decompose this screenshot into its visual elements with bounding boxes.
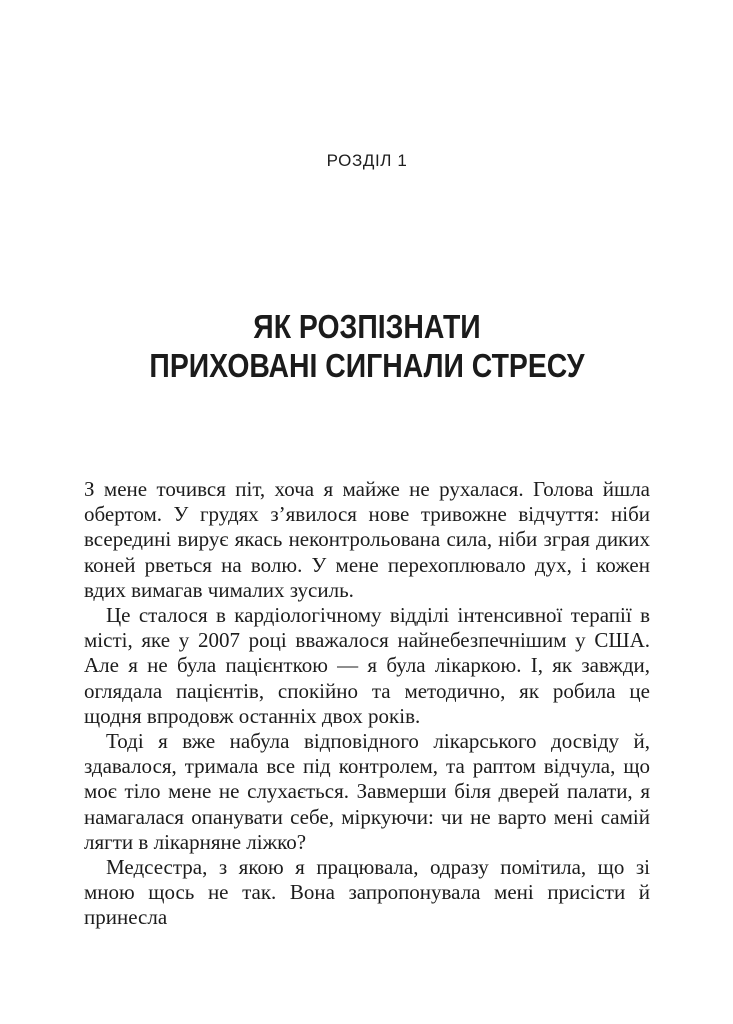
chapter-title-line-2: ПРИХОВАНІ СИГНАЛИ СТРЕСУ xyxy=(149,347,585,384)
body-text-block xyxy=(84,477,650,931)
body-paragraph: Тоді я вже набула відповідного лікарського досвіду й, здавалося, тримала все під контролем, та раптом відчула, що моє тіло мене не слухається. Завмерши біля дверей палати, я намагалася опанувати себе, міркуючи: чи не варто мені самій лягти в лікарняне ліжко? xyxy=(84,729,650,854)
body-paragraph: Медсестра, з якою я працювала, одразу помітила, що зі мною щось не так. Вона запропонувала мені присісти й принесла xyxy=(84,855,650,930)
body-paragraph: З мене точився піт, хоча я майже не рухалася. Голова йшла обертом. У грудях з’явилося нове тривожне відчуття: ніби всередині вирує якась неконтрольована сила, ніби зграя диких коней рветься на волю. У мене перехоплювало дух, і кожен вдих вимагав чималих зусиль. xyxy=(84,477,650,602)
chapter-title-line-1: ЯК РОЗПІЗНАТИ xyxy=(253,308,481,345)
chapter-number-label: РОЗДІЛ 1 xyxy=(326,151,408,170)
body-paragraph: Це сталося в кардіологічному відділі інтенсивної терапії в місті, яке у 2007 році вважалося найнебезпечнішим у США. Але я не була пацієнткою — я була лікаркою. І, як завжди, оглядала пацієнтів, спокійно та методично, як робила це щодня впродовж останніх двох років. xyxy=(84,603,650,728)
chapter-title xyxy=(124,307,611,385)
